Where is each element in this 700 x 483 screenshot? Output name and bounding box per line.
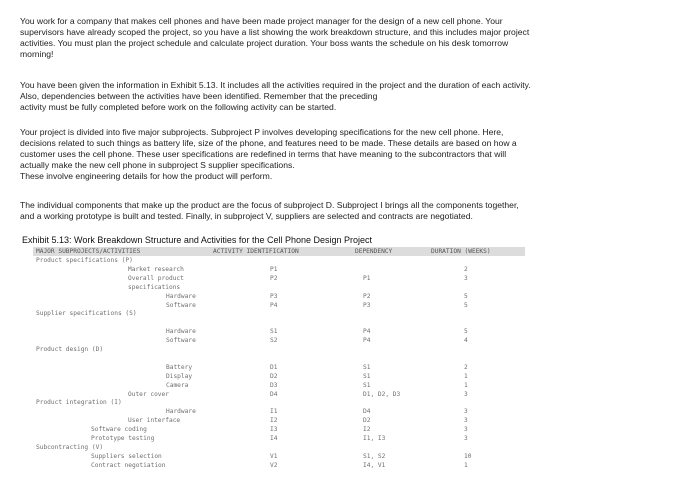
activity-id: D1 [270,363,278,371]
activity-dependency: S1 [363,363,371,371]
activity-duration: 1 [464,461,468,469]
activity-duration: 4 [464,337,468,345]
activity-duration: 3 [464,408,468,416]
activity-dependency: P4 [363,337,371,345]
table-row [33,310,525,318]
activity-name: Hardware [166,328,196,336]
table-row [33,408,525,416]
activity-dependency: S1 [363,381,371,389]
activity-name: Camera [166,381,189,389]
activity-name: Subcontracting (V) [36,443,104,451]
activity-id: D3 [270,381,278,389]
paragraph-line: activities. You must plan the project schedule and calculate project duration. Your boss wants the schedule on his desk tomorrow [20,38,509,48]
table-row [33,435,525,443]
header-duration: DURATION (WEEKS) [431,248,491,255]
activity-dependency: S1, S2 [363,452,386,460]
paragraph-line: These involve engineering details for how the product will perform. [20,171,273,181]
activity-dependency: P4 [363,328,371,336]
activity-dependency: P3 [363,301,371,309]
subprojects-paragraph [20,127,656,182]
activity-name: Prototype testing [91,435,155,442]
wbs-table [33,247,525,479]
paragraph-line: actually make the new cell phone in subproject S supplier specifications. [20,160,295,170]
activity-id: D4 [270,390,278,398]
activity-dependency: D1, D2, D3 [363,390,401,398]
paragraph-line: activity must be fully completed before work on the following activity can be started. [20,102,337,112]
paragraph-line: supervisors have already scoped the project, so you have a list showing the work breakdown structure, and this includes major project [20,27,530,37]
components-paragraph [20,200,656,222]
activity-duration: 10 [464,452,472,460]
activity-name: Software [166,337,196,345]
activity-duration: 5 [464,328,468,336]
activity-duration: 3 [464,274,468,282]
activity-dependency: P1 [363,274,371,282]
activity-name: Hardware [166,408,196,416]
header-activity: MAJOR SUBPROJECTS/ACTIVITIES [36,248,141,255]
activity-name: User interface [128,417,181,425]
activity-name: Hardware [166,292,196,300]
exhibit-info-paragraph [20,80,656,113]
paragraph-line: You work for a company that makes cell phones and have been made project manager for the design of a new cell phone. Your [20,16,503,26]
activity-id: P3 [270,292,278,300]
table-row [33,364,525,372]
activity-name: Battery [166,363,193,371]
activity-id: I1 [270,408,278,416]
paragraph-line: Also, dependencies between the activities have been identified. Remember that the preceding [20,91,378,101]
activity-duration: 1 [464,372,468,380]
activity-name: Software [166,301,196,309]
activity-name: Display [166,372,193,380]
activity-id: I3 [270,426,278,434]
activity-name: Product specifications (P) [36,257,133,264]
table-row [33,346,525,354]
activity-id: S1 [270,328,278,336]
activity-dependency: I1, I3 [363,435,386,442]
paragraph-line: Your project is divided into five major subprojects. Subproject P involves developing specifications for the new cell phone. Here, [20,127,504,137]
exhibit-title: Exhibit 5.13: Work Breakdown Structure and Activities for the Cell Phone Design Project [22,235,373,245]
paragraph-line: You have been given the information in Exhibit 5.13. It includes all the activities required in the project and the duration of each activity. [20,80,531,90]
activity-name: specifications [128,283,181,291]
activity-id: V2 [270,461,278,469]
activity-duration: 3 [464,390,468,398]
activity-id: I2 [270,417,278,425]
activity-duration: 3 [464,426,468,434]
paragraph-line: customer uses the cell phone. These user specifications are redefined in terms that have meaning to the subcontractors that will [20,149,507,159]
table-row [33,382,525,390]
activity-name: Supplier specifications (S) [36,310,137,318]
activity-dependency: D4 [363,408,371,416]
activity-duration: 2 [464,265,468,273]
activity-name: Software coding [91,426,147,434]
table-row [33,284,525,292]
activity-name: Contract negotiation [91,461,166,469]
table-row [33,319,525,327]
activity-dependency: P2 [363,292,371,300]
table-row [33,337,525,345]
activity-name: Product design (D) [36,346,104,353]
activity-id: P4 [270,301,278,309]
table-header [33,247,525,256]
paragraph-line: decisions related to such things as battery life, size of the phone, and features need to be made. These details are based on how a [20,138,517,148]
paragraph-line: morning! [20,49,54,59]
table-row [33,444,525,452]
table-row [33,391,525,399]
table-row [33,266,525,274]
table-row [33,302,525,310]
table-row [33,399,525,407]
activity-name: Suppliers selection [91,452,162,460]
table-row [33,355,525,363]
activity-id: I4 [270,435,278,442]
activity-duration: 2 [464,363,468,371]
activity-name: Outer cover [128,390,169,398]
table-row [33,426,525,434]
activity-dependency: S1 [363,372,371,380]
table-row [33,462,525,470]
activity-dependency: I2 [363,426,371,434]
activity-dependency: I4, V1 [363,461,386,469]
table-row [33,453,525,461]
activity-id: P2 [270,274,278,282]
paragraph-line: and a working prototype is built and tested. Finally, in subproject V, suppliers are selected and contracts are negotiated. [20,211,473,221]
activity-id: D2 [270,372,278,380]
activity-name: Product integration (I) [36,399,122,407]
activity-id: S2 [270,337,278,345]
activity-duration: 3 [464,417,468,425]
table-row [33,293,525,301]
header-dependency: DEPENDENCY [355,248,393,255]
activity-duration: 1 [464,381,468,389]
activity-id: P1 [270,265,278,273]
activity-duration: 5 [464,301,468,309]
table-row [33,257,525,265]
intro-paragraph [20,16,656,60]
table-row [33,417,525,425]
activity-name: Overall product [128,274,184,282]
activity-dependency: D2 [363,417,371,425]
activity-id: V1 [270,452,278,460]
table-row [33,373,525,381]
activity-name: Market research [128,265,184,273]
activity-duration: 3 [464,435,468,442]
table-row [33,328,525,336]
header-id: ACTIVITY IDENTIFICATION [213,248,299,255]
activity-duration: 5 [464,292,468,300]
paragraph-line: The individual components that make up the product are the focus of subproject D. Subproject I brings all the components together, [20,200,519,210]
table-row [33,275,525,283]
